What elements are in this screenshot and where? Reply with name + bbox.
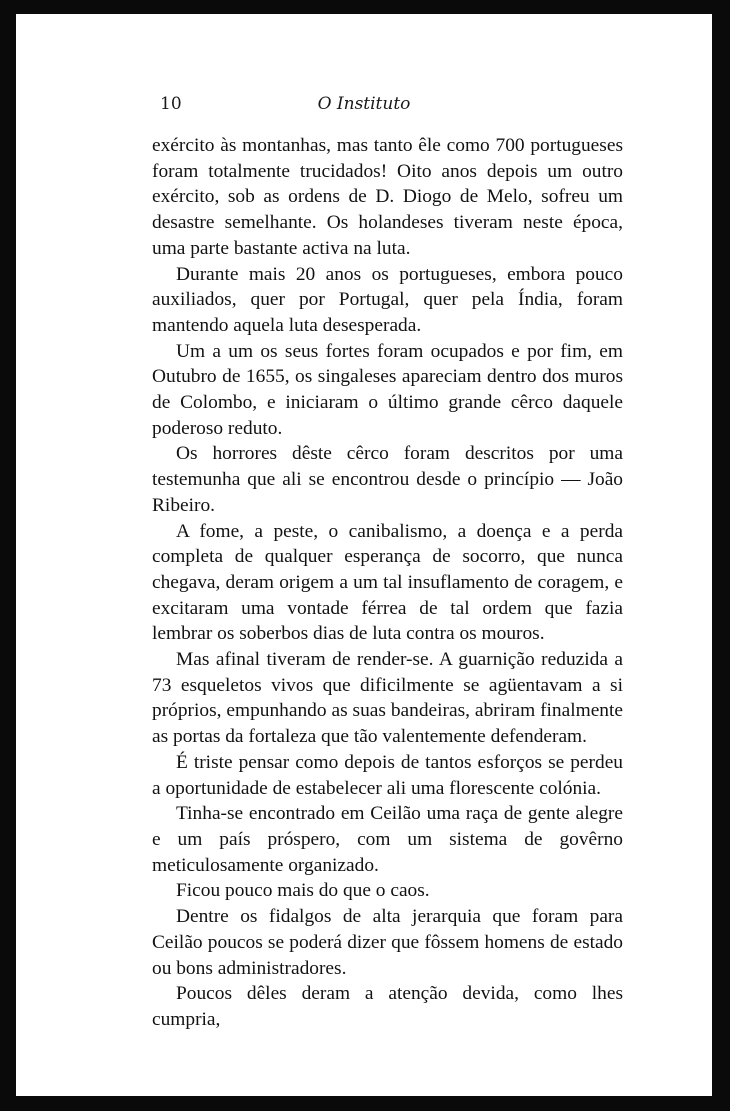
paragraph: Os horrores dêste cêrco foram descritos por uma testemunha que ali se encontrou desde o princípio — João Ribeiro. [152, 443, 623, 516]
page-header [16, 84, 712, 124]
body-text [152, 133, 623, 1033]
paragraph: É triste pensar como depois de tantos esforços se perdeu a oportunidade de estabelecer ali uma florescente colónia. [152, 751, 623, 799]
paragraph: Mas afinal tiveram de render-se. A guarnição reduzida a 73 esqueletos vivos que dificilmente se agüentavam a si próprios, empunhando as suas bandeiras, abriram finalmente as portas da fortaleza que tão valentemente defenderam. [152, 649, 623, 748]
paragraph: Dentre os fidalgos de alta jerarquia que foram para Ceilão poucos se poderá dizer que fôssem homens de estado ou bons administradores. [152, 906, 623, 979]
paragraph: A fome, a peste, o canibalismo, a doença e a perda completa de qualquer esperança de socorro, que nunca chegava, deram origem a um tal insuflamento de coragem, e excitaram uma vontade férrea de tal ordem que fazia lembrar os soberbos dias de luta contra os mouros. [152, 520, 623, 645]
paragraph: Ficou pouco mais do que o caos. [176, 880, 430, 902]
paragraph: exército às montanhas, mas tanto êle como 700 portugueses foram totalmente trucidados! Oito anos depois um outro exército, sob as ordens de D. Diogo de Melo, sofreu um desastre semelhante. Os holandeses tiveram neste época, uma parte bastante activa na luta. [152, 135, 623, 259]
running-title: O Instituto [317, 94, 411, 114]
page-number: 10 [160, 94, 182, 114]
paragraph: Durante mais 20 anos os portugueses, embora pouco auxiliados, quer por Portugal, quer pela Índia, foram mantendo aquela luta desesperada. [152, 263, 623, 336]
paragraph: Um a um os seus fortes foram ocupados e por fim, em Outubro de 1655, os singaleses apareciam dentro dos muros de Colombo, e iniciaram o último grande cêrco daquele poderoso reduto. [152, 340, 623, 439]
paragraph: Poucos dêles deram a atenção devida, como lhes cumpria, [152, 983, 623, 1030]
paragraph: Tinha-se encontrado em Ceilão uma raça de gente alegre e um país próspero, com um sistema de govêrno meticulosamente organizado. [152, 803, 623, 876]
book-page [16, 14, 712, 1096]
